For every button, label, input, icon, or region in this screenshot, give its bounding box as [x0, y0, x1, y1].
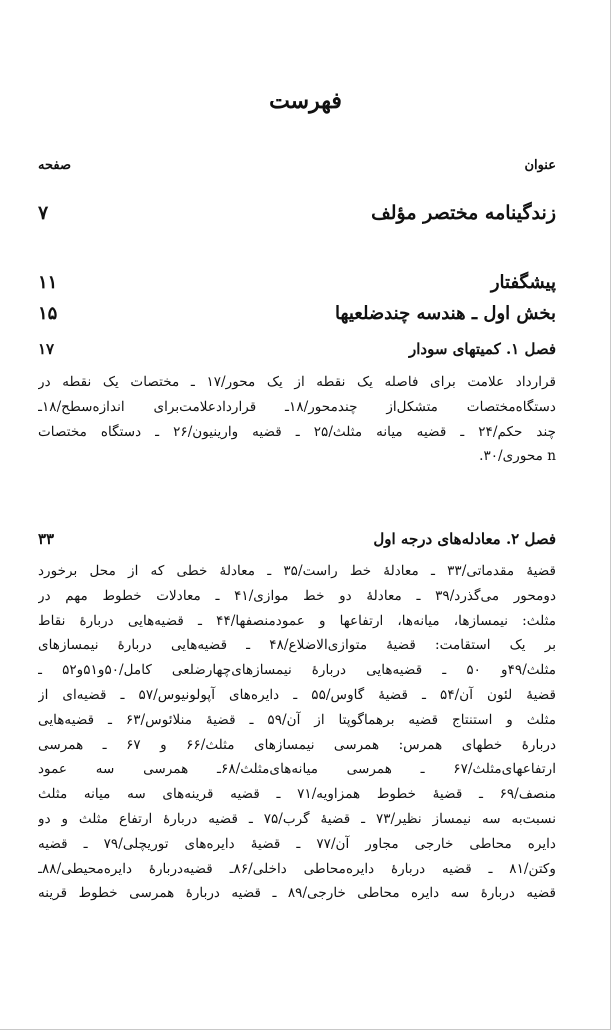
topic-line: وکتن/۸۱ ـ قضیه دربارهٔ دایره‌محاطی داخلی/۸۶ـ قضیه‌دربارهٔ دایره‌محیطی/۸۸ـ [38, 860, 556, 877]
chapter2-topics [38, 559, 556, 906]
column-header [38, 158, 556, 186]
topic-line: مثلث: نیمسازها، میانه‌ها، ارتفاعها و عمودمنصفها/۴۴ ـ قضیه‌هایی دربارهٔ نقاط [38, 612, 556, 629]
topic-line: منصف/۶۹ ـ قضیهٔ خطوط همزاویه/۷۱ ـ قضیه قرینه‌های سه میانه مثلث [38, 786, 556, 803]
toc-entry-page: ۱۷ [38, 340, 55, 358]
topic-line: چند حکم/۲۴ ـ قضیه میانه مثلث/۲۵ ـ قضیه وارینیون/۲۶ ـ دستگاه مختصات [38, 423, 556, 440]
topic-line: مثلث/۴۹و ۵۰ ـ قضیه‌هایی دربارهٔ نیمسازهای‌چهارضلعی کامل/۵۰و۵۱و۵۲ ـ [38, 662, 556, 679]
toc-entry-page: ۳۳ [38, 530, 55, 548]
toc-entry-page: ۱۱ [38, 272, 58, 293]
topic-line: قضیه دربارهٔ سه دایره محاطی خارجی/۸۹ ـ قضیه دربارهٔ همرسی خطوط قرینه [38, 885, 556, 902]
topic-line: دستگاه‌مختصات متشکل‌از چندمحور/۱۸ـ قراردادعلامت‌برای اندازه‌سطح/۱۸ـ [38, 398, 556, 415]
topic-line: n محوری/۳۰. [479, 448, 556, 465]
toc-entry-bio[interactable] [38, 202, 556, 230]
topic-line: دومحور می‌گذرد/۳۹ ـ معادلهٔ دو خط موازی/۴۱ ـ معادلات خطوط مهم در [38, 587, 556, 604]
toc-entry-chapter1[interactable] [38, 340, 556, 368]
topic-line: دربارهٔ خطهای همرس: همرسی نیمسازهای مثلث/۶۶ و ۶۷ ـ همرسی [38, 736, 556, 753]
page-column-label: صفحه [38, 158, 71, 173]
page-title: فهرست [269, 88, 342, 114]
topic-column-label: عنوان [524, 158, 556, 173]
toc-entry-label: پیشگفتار [490, 272, 556, 293]
topic-line: بر یک استقامت: قضیهٔ متوازی‌الاضلاع/۴۸ ـ قضیه‌هایی دربارهٔ نیمسازهای [38, 637, 556, 654]
toc-entry-chapter2[interactable] [38, 530, 556, 558]
chapter1-topics [38, 370, 556, 469]
toc-entry-page: ۱۵ [38, 303, 58, 324]
toc-entry-page: ۷ [38, 202, 49, 224]
topic-line: مثلث و استنتاج قضیه برهماگوپتا از آن/۵۹ ـ قضیهٔ منلائوس/۶۳ ـ قضیه‌هایی [38, 711, 556, 728]
topic-line: قرارداد علامت برای فاصله یک نقطه از یک محور/۱۷ ـ مختصات یک نقطه در [38, 374, 556, 390]
topic-line: دایره محاطی خارجی مجاور آن/۷۷ ـ قضیهٔ دایره‌های توریچلی/۷۹ ـ قضیه [38, 835, 556, 852]
toc-entry-label: زندگینامه مختصر مؤلف [371, 202, 556, 224]
toc-entry-label: بخش اول ـ هندسه چندضلعیها [335, 303, 556, 324]
topic-line: قضیهٔ لئون آن/۵۴ ـ قضیهٔ گاوس/۵۵ ـ دایره‌های آپولونیوس/۵۷ ـ قضیه‌ای از [38, 686, 556, 703]
toc-entry-part1[interactable] [38, 303, 556, 331]
topic-line: قضیهٔ مقدماتی/۳۳ ـ معادلهٔ خط راست/۳۵ ـ معادلهٔ خطی که از محل برخورد [38, 563, 556, 579]
toc-entry-label: فصل ۱. کمیتهای سودار [409, 340, 556, 358]
toc-entry-label: فصل ۲. معادله‌های درجه اول [373, 530, 556, 548]
topic-line: نسبت‌به سه نیمساز نظیر/۷۳ ـ قضیهٔ گرب/۷۵ ـ قضیه دربارهٔ ارتفاع مثلث و دو [38, 810, 556, 827]
toc-entry-preface[interactable] [38, 272, 556, 300]
topic-line: ارتفاعهای‌مثلث/۶۷ ـ همرسی میانه‌های‌مثلث/۶۸ـ همرسی سه عمود [38, 761, 556, 778]
